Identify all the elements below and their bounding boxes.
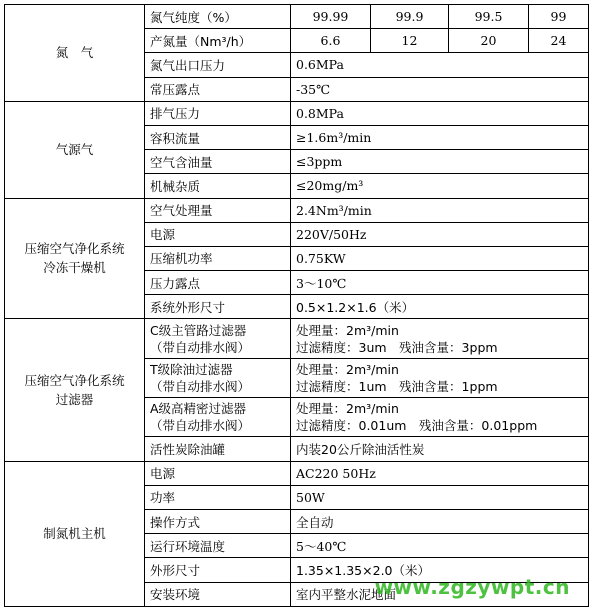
operation-mode-value: 全自动 [291, 509, 589, 533]
t-filter-label [145, 358, 291, 397]
watermark-text: www.zgzywpt.cn [374, 575, 570, 599]
dryer-power-supply-value: 220V/50Hz [291, 222, 589, 246]
section-filter [5, 319, 145, 461]
nitrogen-purity-label: 氮气纯度（%） [145, 5, 291, 29]
carbon-filter-label: 活性炭除油罐 [145, 437, 291, 461]
t-filter-value-line-2: 过滤精度：1um 残油含量：1ppm [296, 378, 498, 394]
table-row [5, 198, 589, 222]
t-filter-label-line-1: T级除油过滤器 [150, 361, 233, 377]
dryer-dimensions-value: 0.5×1.2×1.6（米） [291, 295, 589, 319]
environment-temp-value: 5～40℃ [291, 534, 589, 558]
c-filter-value-line-1: 处理量：2m³/min [296, 322, 399, 338]
purity-value-4: 99 [529, 5, 589, 29]
host-power-supply-label: 电源 [145, 461, 291, 485]
section-filter-line-2: 过滤器 [55, 392, 94, 407]
outlet-pressure-value: 0.6MPa [291, 53, 589, 77]
a-filter-label [145, 398, 291, 437]
oil-content-value: ≤3ppm [291, 150, 589, 174]
install-env-label: 安装环境 [145, 582, 291, 607]
volume-flow-value: ≥1.6m³/min [291, 125, 589, 149]
install-env-value: 室内平整水泥地面 [291, 582, 589, 607]
impurities-label: 机械杂质 [145, 174, 291, 198]
dew-point-value: -35℃ [291, 77, 589, 101]
pressure-dew-value: 3～10℃ [291, 271, 589, 295]
a-filter-value-line-1: 处理量：2m³/min [296, 401, 399, 417]
compressor-power-label: 压缩机功率 [145, 246, 291, 270]
output-value-4: 24 [529, 29, 589, 53]
table-row [5, 101, 589, 125]
carbon-filter-value: 内装20公斤除油活性炭 [291, 437, 589, 461]
section-dryer-line-2: 冷冻干燥机 [43, 260, 106, 276]
host-power-supply-value: AC220 50Hz [291, 461, 589, 485]
c-filter-value [291, 319, 589, 358]
output-value-2: 12 [371, 29, 449, 53]
host-dimensions-label: 外形尺寸 [145, 558, 291, 582]
dew-point-label: 常压露点 [145, 77, 291, 101]
purity-value-1: 99.99 [291, 5, 371, 29]
a-filter-value-line-2: 过滤精度：0.01um 残油含量：0.01ppm [296, 418, 538, 434]
spec-table [4, 4, 589, 607]
air-capacity-value: 2.4Nm³/min [291, 198, 589, 222]
environment-temp-label: 运行环境温度 [145, 534, 291, 558]
section-dryer [5, 198, 145, 319]
a-filter-value [291, 398, 589, 437]
dryer-dimensions-label: 系统外形尺寸 [145, 295, 291, 319]
section-filter-line-1: 压缩空气净化系统 [24, 373, 125, 388]
purity-value-2: 99.9 [371, 5, 449, 29]
host-power-value: 50W [291, 485, 589, 509]
exhaust-pressure-value: 0.8MPa [291, 101, 589, 125]
c-filter-label-line-1: C级主管路过滤器 [150, 322, 247, 338]
host-power-label: 功率 [145, 485, 291, 509]
table-row [5, 319, 589, 358]
t-filter-label-line-2: （带自动排水阀） [150, 378, 251, 394]
c-filter-value-line-2: 过滤精度：3um 残油含量：3ppm [296, 339, 498, 355]
compressor-power-value: 0.75KW [291, 246, 589, 270]
section-nitrogen: 氮 气 [5, 5, 145, 102]
operation-mode-label: 操作方式 [145, 509, 291, 533]
t-filter-value-line-1: 处理量：2m³/min [296, 361, 399, 377]
pressure-dew-label: 压力露点 [145, 271, 291, 295]
outlet-pressure-label: 氮气出口压力 [145, 53, 291, 77]
c-filter-label-line-2: （带自动排水阀） [150, 339, 251, 355]
host-dimensions-value: 1.35×1.35×2.0（米） [291, 558, 589, 582]
air-capacity-label: 空气处理量 [145, 198, 291, 222]
oil-content-label: 空气含油量 [145, 150, 291, 174]
dryer-power-supply-label: 电源 [145, 222, 291, 246]
section-air-source: 气源气 [5, 101, 145, 198]
c-filter-label [145, 319, 291, 358]
section-host: 制氮机主机 [5, 461, 145, 606]
volume-flow-label: 容积流量 [145, 125, 291, 149]
a-filter-label-line-1: A级高精密过滤器 [150, 401, 247, 417]
table-row [5, 5, 589, 29]
exhaust-pressure-label: 排气压力 [145, 101, 291, 125]
section-dryer-line-1: 压缩空气净化系统 [24, 241, 125, 257]
nitrogen-output-label: 产氮量（Nm³/h） [145, 29, 291, 53]
output-value-3: 20 [449, 29, 529, 53]
a-filter-label-line-2: （带自动排水阀） [150, 418, 251, 434]
t-filter-value [291, 358, 589, 397]
table-row [5, 461, 589, 485]
output-value-1: 6.6 [291, 29, 371, 53]
purity-value-3: 99.5 [449, 5, 529, 29]
impurities-value: ≤20mg/m³ [291, 174, 589, 198]
